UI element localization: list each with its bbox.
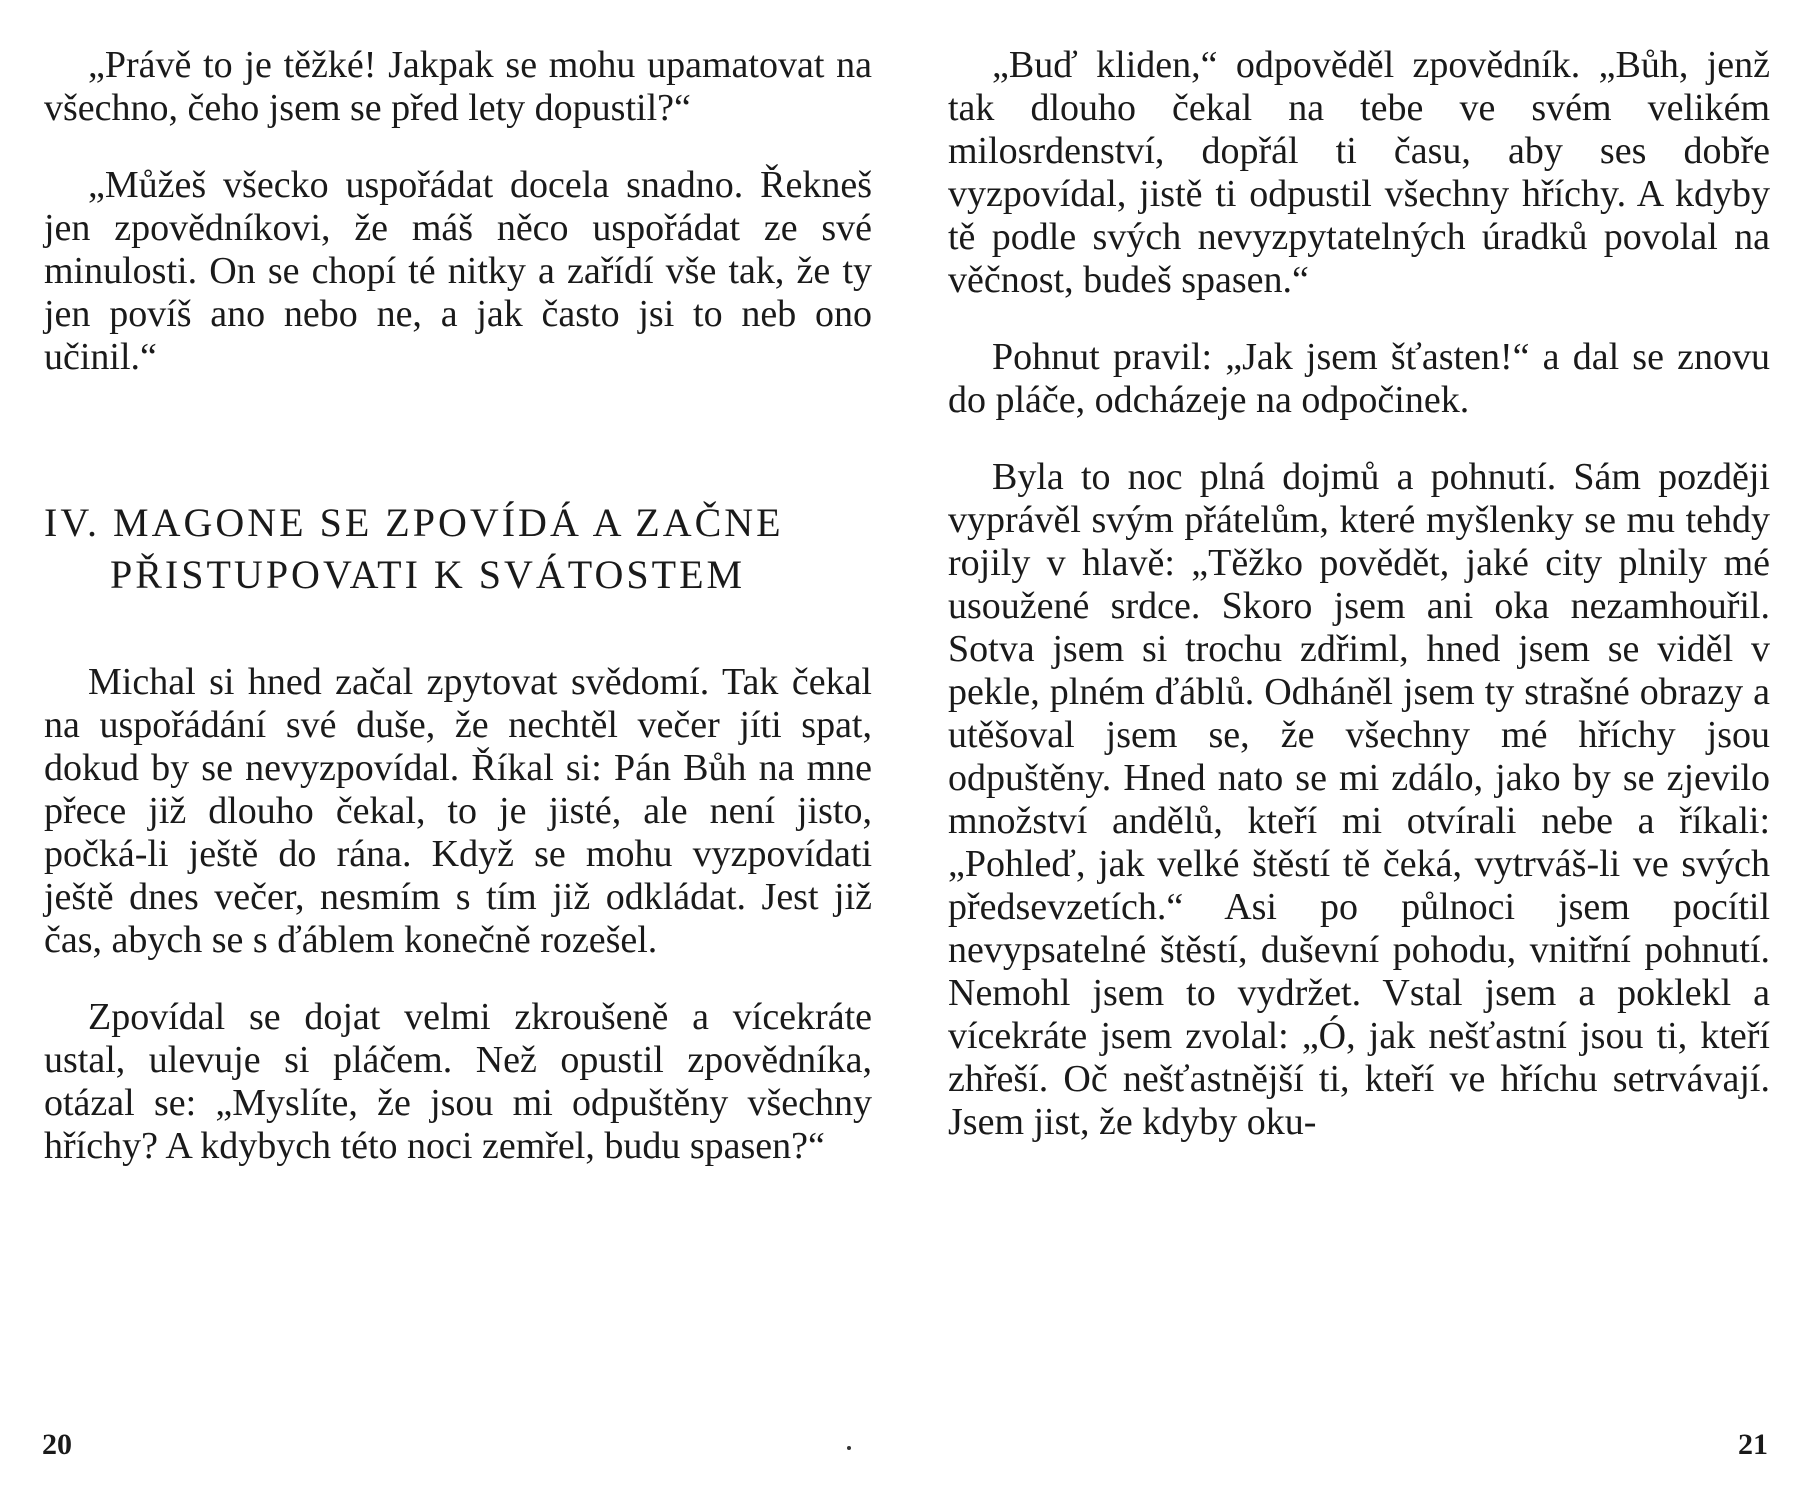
chapter-heading bbox=[44, 497, 872, 601]
right-page bbox=[902, 0, 1804, 1500]
chapter-heading-line-1: IV. MAGONE SE ZPOVÍDÁ A ZAČNE bbox=[44, 500, 784, 545]
paragraph: „Buď kliden,“ odpověděl zpovědník. „Bůh, jenž tak dlouho čekal na tebe ve svém velikém milosrdenství, dopřál ti času, aby ses dobře vyzpovídal, jistě ti odpustil všechny hříchy. A kdyby tě podle svých nevyzpytatelných úradků povolal na věčnost, budeš spasen.“ bbox=[948, 44, 1770, 301]
paragraph: „Právě to je těžké! Jakpak se mohu upamatovat na všechno, čeho jsem se před lety dopustil?“ bbox=[44, 44, 872, 129]
right-text-column bbox=[948, 44, 1770, 1178]
chapter-heading-line-2: PŘISTUPOVATI K SVÁTOSTEM bbox=[110, 552, 746, 597]
page-number: 21 bbox=[1738, 1428, 1768, 1461]
paragraph: Pohnut pravil: „Jak jsem šťasten!“ a dal se znovu do pláče, odcházeje na odpočinek. bbox=[948, 336, 1770, 421]
paragraph: Byla to noc plná dojmů a pohnutí. Sám později vyprávěl svým přátelům, které myšlenky se mu tehdy rojily v hlavě: „Těžko povědět, jaké city plnily mé usoužené srdce. Skoro jsem ani oka nezamhouřil. Sotva jsem si trochu zdřiml, hned jsem se viděl v pekle, plném ďáblů. Odháněl jsem ty strašné obrazy a utěšoval jsem se, že všechny mé hříchy jsou odpuštěny. Hned nato se mi zdálo, jako by se zjevilo množství andělů, kteří mi otvírali nebe a říkali: „Pohleď, jak velké štěstí tě čeká, vytrváš-li ve svých předsevzetích.“ Asi po půlnoci jsem pocítil nevypsatelné štěstí, duševní pohodu, vnitřní pohnutí. Nemohl jsem to vydržet. Vstal jsem a poklekl a vícekráte jsem zvolal: „Ó, jak nešťastní jsou ti, kteří zhřeší. Oč nešťastnější ti, kteří ve hříchu setrvávají. Jsem jist, že kdyby oku- bbox=[948, 456, 1770, 1143]
paragraph: „Můžeš všecko uspořádat docela snadno. Řekneš jen zpovědníkovi, že máš něco uspořádat ze své minulosti. On se chopí té nitky a zařídí vše tak, že ty jen povíš ano nebo ne, a jak často jsi to neb ono učinil.“ bbox=[44, 164, 872, 378]
paragraph: Zpovídal se dojat velmi zkroušeně a vícekráte ustal, ulevuje si pláčem. Než opustil zpovědníka, otázal se: „Myslíte, že jsou mi odpuštěny všechny hříchy? A kdybych této noci zemřel, budu spasen?“ bbox=[44, 996, 872, 1167]
left-text-column bbox=[44, 44, 872, 1202]
paragraph: Michal si hned začal zpytovat svědomí. Tak čekal na uspořádání své duše, že nechtěl večer jíti spat, dokud by se nevyzpovídal. Říkal si: Pán Bůh na mne přece již dlouho čekal, to je jisté, ale není jisto, počká-li ještě do rána. Když se mohu vyzpovídati ještě dnes večer, nesmím s tím již odkládat. Jest již čas, abych se s ďáblem konečně rozešel. bbox=[44, 661, 872, 961]
page-number: 20 bbox=[42, 1428, 72, 1461]
print-speck bbox=[847, 1446, 851, 1450]
